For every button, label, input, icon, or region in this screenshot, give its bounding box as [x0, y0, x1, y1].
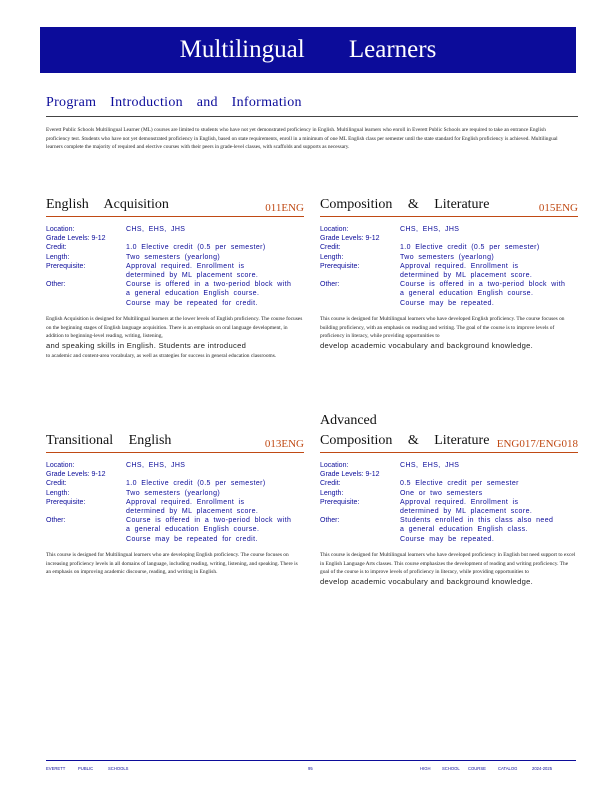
course-title: English Acquisition	[46, 197, 169, 212]
course-title: Composition & Literature	[320, 197, 490, 212]
page-banner	[40, 27, 576, 73]
page-footer	[46, 766, 576, 774]
footer-district-3: SCHOOLS	[108, 766, 129, 771]
footer-guide-3: COURSE	[468, 766, 486, 771]
prerequisite-value: Approval required. Enrollment is determined by ML placement score.	[126, 498, 259, 516]
course-description: This course is designed for Multilingual learners who have developed English proficiency. The course focuses on building proficiency, with an emphasis on reading and writing. The goal of the course is to improve levels of proficiency in literacy, while providing opportunities to develop academic vocabulary and background knowledge.	[320, 315, 565, 350]
credit-label: Credit:	[46, 480, 67, 488]
footer-year: 2024-2025	[532, 766, 553, 771]
course-header	[320, 412, 578, 452]
page-title: Multilingual Learners	[179, 36, 437, 63]
course-code: ENG017/ENG018	[496, 438, 578, 450]
course-description: This course is designed for Multilingual learners who are developing English proficiency. The course focuses on increasing proficiency levels in all domains of language, including reading, writing, listening, and speaking. There is an emphasis on improving academic discourse, reading, and writing in English.	[46, 551, 298, 576]
prerequisite-value: Approval required. Enrollment is determined by ML placement score.	[126, 262, 259, 280]
course-title: Transitional English	[46, 433, 172, 448]
course-fields	[46, 461, 304, 544]
course-description: English Acquisition is designed for Multilingual learners at the lower levels of English proficiency. The course focuses on the beginning stages of English language acquisition. There is an emphasis on oral language development, in addition to beginning-level reading, writing, listening, and speaking skills in English. Students are introduced to academic and content-area vocabulary, as well as strategies for success in general education classrooms.	[46, 315, 303, 359]
course-header	[46, 196, 304, 216]
footer-divider	[46, 760, 576, 761]
intro-paragraph: Everett Public Schools Multilingual Learner (ML) courses are limited to students who have not yet demonstrated proficiency in English. Multilingual learners who enroll in Everett Public Schools are required to take an entrance English proficiency test. Students who have not yet demonstrated proficiency in English, based on state requirements, enroll in a minimum of one ML English class per semester until the state standard for English proficiency is achieved. Multilingual learners complete the majority of required and elective courses with their peers in grade-level classes, with scaffolds and supports as necessary.	[46, 127, 558, 151]
other-label: Other:	[320, 517, 340, 525]
course-fields	[46, 225, 304, 308]
footer-guide-4: CATALOG	[498, 766, 518, 771]
credit-label: Credit:	[320, 480, 341, 488]
grade-levels: Grade Levels: 9-12	[320, 471, 380, 479]
location-label: Location:	[320, 226, 349, 233]
other-value: Course is offered in a two-period block with a general education English course. Course may be repeated for credit.	[126, 281, 292, 307]
course-divider	[46, 452, 304, 453]
intro-heading: Program Introduction and Information	[46, 95, 302, 110]
other-label: Other:	[46, 517, 66, 525]
prerequisite-value: Approval required. Enrollment is determined by ML placement score.	[400, 262, 533, 280]
credit-label: Credit:	[320, 244, 341, 252]
course-divider	[46, 216, 304, 217]
prerequisite-label: Prerequisite:	[320, 498, 360, 506]
grade-levels: Grade Levels: 9-12	[46, 235, 106, 243]
footer-district-1: EVERETT	[46, 766, 66, 771]
course-title: Composition & Literature	[320, 433, 490, 448]
prerequisite-label: Prerequisite:	[320, 262, 360, 270]
course-english-acquisition	[46, 196, 304, 360]
other-value: Students enrolled in this class also need a general education English class. Course may be repeated.	[400, 517, 554, 543]
course-code: 013ENG	[264, 438, 304, 450]
location-value: CHS, EHS, JHS	[126, 226, 186, 233]
credit-value: 1.0 Elective credit (0.5 per semester)	[126, 480, 266, 488]
course-fields	[320, 225, 578, 308]
grade-levels: Grade Levels: 9-12	[320, 235, 380, 243]
course-code: 015ENG	[538, 202, 578, 214]
length-label: Length:	[320, 253, 344, 261]
length-value: Two semesters (yearlong)	[126, 253, 221, 261]
credit-value: 0.5 Elective credit per semester	[400, 480, 519, 488]
location-label: Location:	[46, 462, 75, 469]
course-composition-literature	[320, 196, 578, 352]
length-value: One or two semesters	[400, 489, 483, 497]
credit-label: Credit:	[46, 244, 67, 252]
course-code: 011ENG	[265, 202, 304, 214]
length-label: Length:	[46, 253, 70, 261]
other-label: Other:	[320, 281, 340, 289]
course-fields	[320, 461, 578, 544]
other-value: Course is offered in a two-period block with a general education English course. Course may be repeated.	[400, 281, 566, 307]
footer-guide-2: SCHOOL	[442, 766, 460, 771]
location-value: CHS, EHS, JHS	[400, 462, 460, 469]
credit-value: 1.0 Elective credit (0.5 per semester)	[400, 244, 540, 252]
grade-levels: Grade Levels: 9-12	[46, 471, 106, 479]
location-label: Location:	[320, 462, 349, 469]
intro-divider	[46, 116, 578, 117]
length-value: Two semesters (yearlong)	[400, 253, 495, 261]
other-value: Course is offered in a two-period block with a general education English course. Course may be repeated for credit.	[126, 517, 292, 543]
course-title-line1: Advanced	[320, 413, 377, 428]
other-label: Other:	[46, 281, 66, 289]
length-label: Length:	[320, 489, 344, 497]
course-description: This course is designed for Multilingual learners who have developed proficiency in English but need support to excel in English Language Arts classes. This course emphasizes the development of reading and writing proficiency. The goal of the course is to improve levels of proficiency in literacy, while providing opportunities to develop academic vocabulary and background knowledge.	[320, 551, 576, 586]
course-header	[46, 432, 304, 452]
credit-value: 1.0 Elective credit (0.5 per semester)	[126, 244, 266, 252]
location-label: Location:	[46, 226, 75, 233]
location-value: CHS, EHS, JHS	[126, 462, 186, 469]
footer-page-number: 95	[308, 766, 313, 771]
prerequisite-value: Approval required. Enrollment is determined by ML placement score.	[400, 498, 533, 516]
prerequisite-label: Prerequisite:	[46, 498, 86, 506]
course-header	[320, 196, 578, 216]
course-advanced-composition-literature	[320, 412, 578, 588]
prerequisite-label: Prerequisite:	[46, 262, 86, 270]
location-value: CHS, EHS, JHS	[400, 226, 460, 233]
footer-guide-1: HIGH	[420, 766, 431, 771]
length-label: Length:	[46, 489, 70, 497]
course-divider	[320, 216, 578, 217]
course-transitional-english	[46, 432, 304, 577]
length-value: Two semesters (yearlong)	[126, 489, 221, 497]
footer-district-2: PUBLIC	[78, 766, 94, 771]
course-divider	[320, 452, 578, 453]
